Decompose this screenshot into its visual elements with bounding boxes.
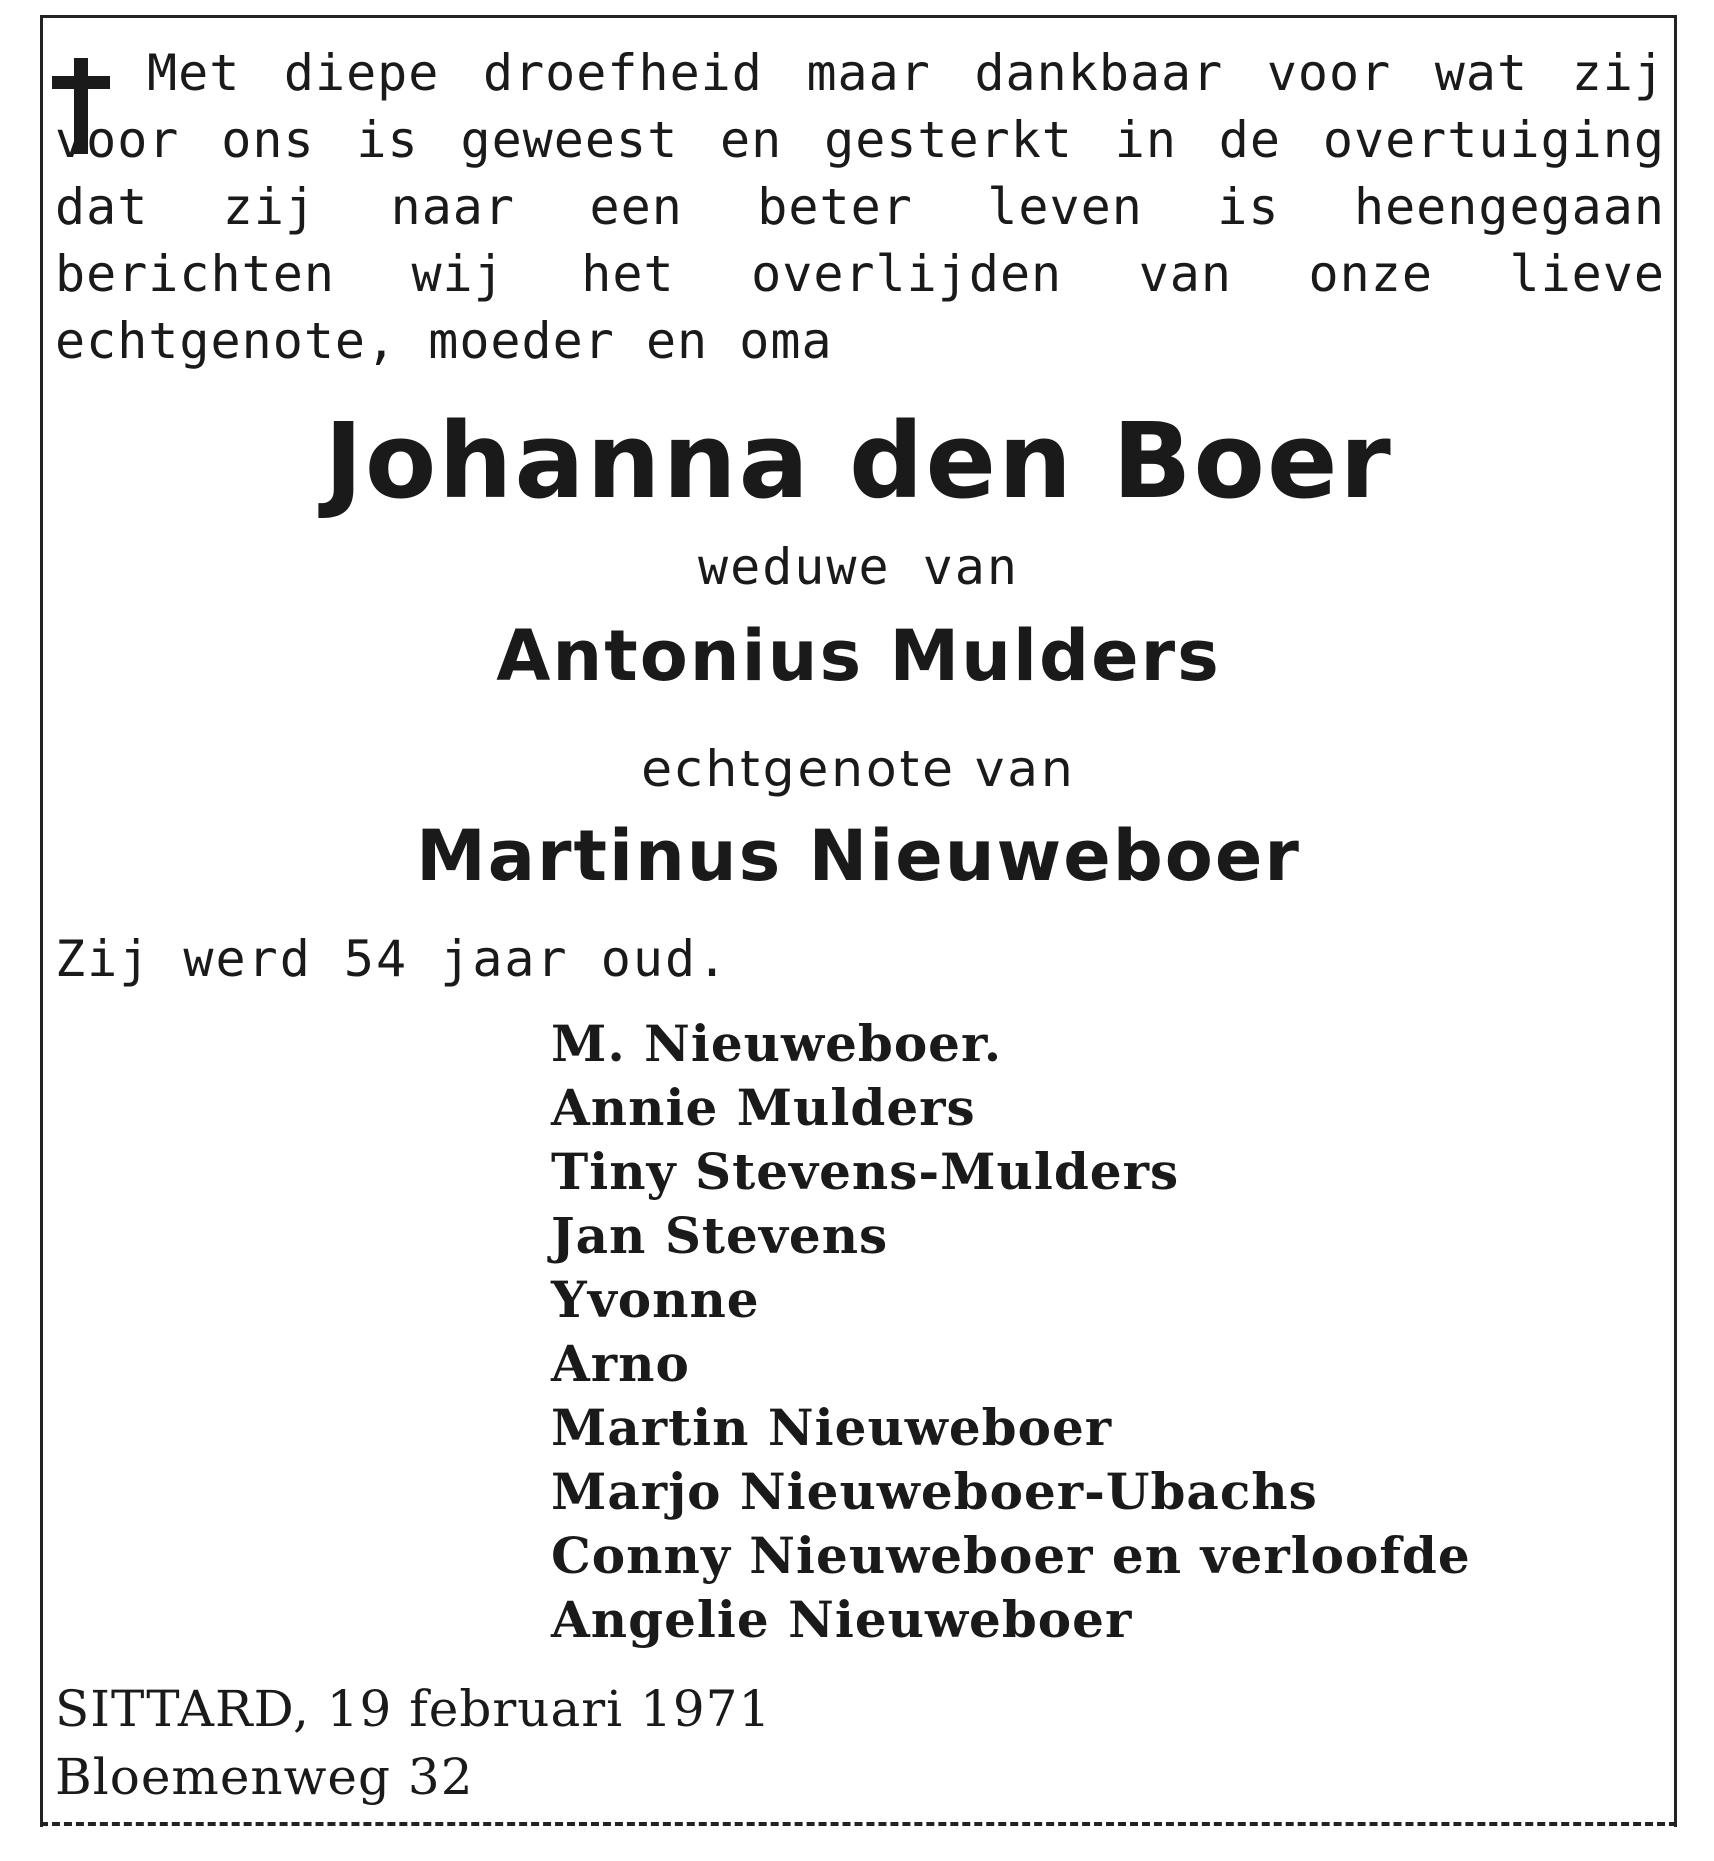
relation-widow-of: weduwe van <box>697 538 1020 596</box>
family-member: Jan Stevens <box>551 1206 889 1265</box>
family-member: Tiny Stevens-Mulders <box>551 1142 1180 1201</box>
family-member: Conny Nieuweboer en verloofde <box>551 1526 1471 1585</box>
family-member: Martin Nieuweboer <box>551 1398 1113 1457</box>
second-spouse-name: Martinus Nieuweboer <box>416 815 1301 897</box>
family-member: Angelie Nieuweboer <box>551 1590 1133 1649</box>
family-list <box>551 1012 1471 1652</box>
family-member: Annie Mulders <box>551 1078 976 1137</box>
family-member: Yvonne <box>551 1270 760 1329</box>
address: Bloemenweg 32 <box>55 1748 474 1806</box>
announcement-bottom-border <box>40 1822 1677 1826</box>
place-date: SITTARD, 19 februari 1971 <box>55 1680 772 1738</box>
deceased-name: Johanna den Boer <box>324 400 1393 522</box>
intro-text: Met diepe droefheid maar dankbaar voor wat zij voor ons is geweest en gesterkt in de overtuiging dat zij naar een beter leven is heengegaan berichten wij het overlijden van onze lieve echtgenote, moeder en oma <box>55 44 1665 370</box>
family-member: Marjo Nieuweboer-Ubachs <box>551 1462 1318 1521</box>
relation-wife-of: echtgenote van <box>641 740 1076 798</box>
age-text: Zij werd 54 jaar oud. <box>55 930 730 988</box>
first-spouse-name: Antonius Mulders <box>496 615 1221 697</box>
family-member: M. Nieuweboer. <box>551 1014 1003 1073</box>
family-member: Arno <box>551 1334 690 1393</box>
